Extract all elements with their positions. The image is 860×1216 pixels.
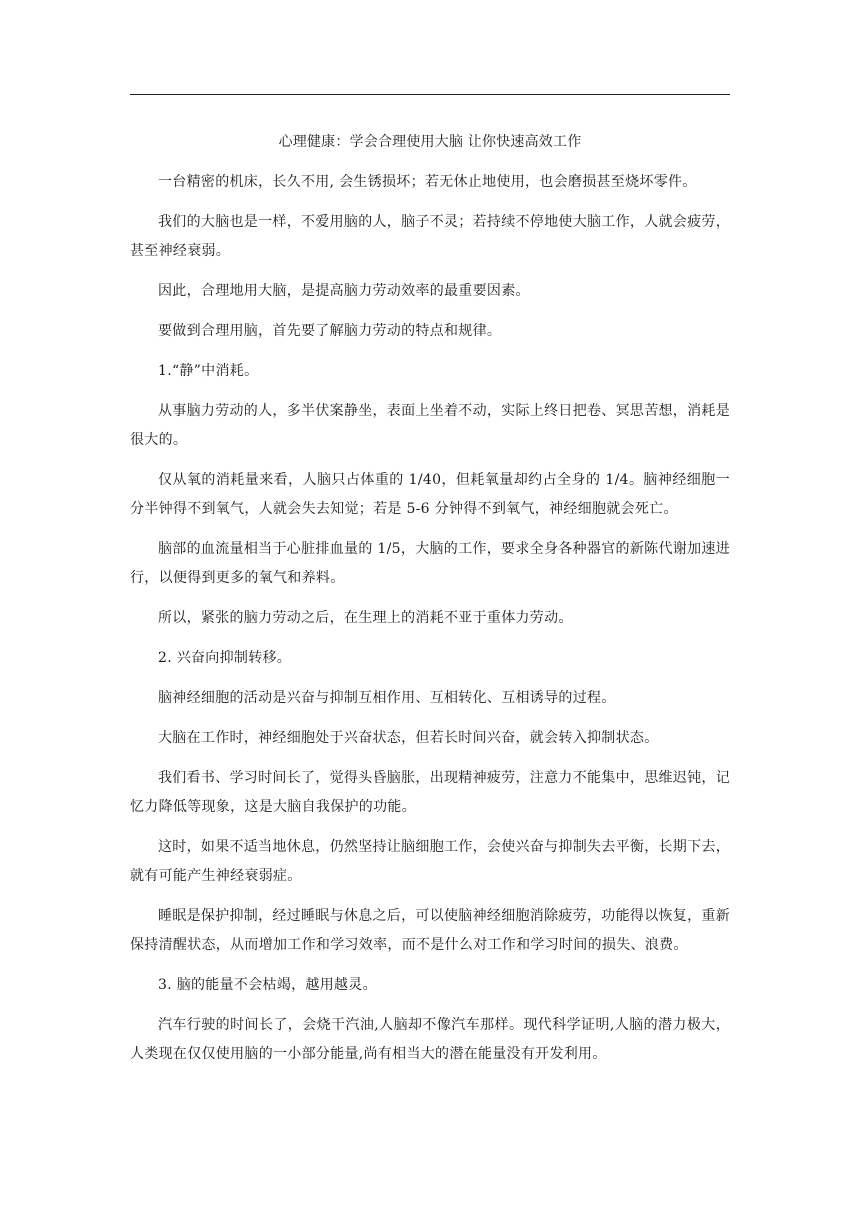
document-body [130, 128, 730, 1080]
section-heading: 3. 脑的能量不会枯竭，越用越灵。 [158, 977, 377, 993]
paragraph: 汽车行驶的时间长了，会烧干汽油,人脑却不像汽车那样。现代科学证明,人脑的潜力极大，人类现在仅仅使用脑的一小部分能量,尚有相当大的潜在能量没有开发利用。 [130, 1017, 730, 1062]
paragraph: 脑神经细胞的活动是兴奋与抑制互相作用、互相转化、互相诱导的过程。 [158, 690, 616, 706]
paragraph: 这时，如果不适当地休息，仍然坚持让脑细胞工作，会使兴奋与抑制失去平衡，长期下去，就有可能产生神经衰弱症。 [130, 839, 730, 884]
paragraph: 因此，合理地用大脑，是提高脑力劳动效率的最重要因素。 [158, 283, 530, 299]
paragraph: 我们的大脑也是一样，不爱用脑的人，脑子不灵；若持续不停地使大脑工作，人就会疲劳，甚至神经衰弱。 [130, 214, 730, 259]
document-title: 心理健康：学会合理使用大脑 让你快速高效工作 [278, 134, 582, 150]
header-rule [130, 94, 730, 95]
section-heading: 2. 兴奋向抑制转移。 [158, 650, 292, 666]
paragraph: 要做到合理用脑，首先要了解脑力劳动的特点和规律。 [158, 323, 502, 339]
paragraph: 大脑在工作时，神经细胞处于兴奋状态，但若长时间兴奋，就会转入抑制状态。 [158, 730, 659, 746]
paragraph: 我们看书、学习时间长了，觉得头昏脑胀，出现精神疲劳，注意力不能集中，思维迟钝，记忆力降低等现象，这是大脑自我保护的功能。 [130, 770, 730, 815]
paragraph: 一台精密的机床，长久不用, 会生锈损坏；若无休止地使用，也会磨损甚至烧坏零件。 [158, 174, 697, 190]
paragraph: 从事脑力劳动的人，多半伏案静坐，表面上坐着不动，实际上终日把卷、冥思苦想，消耗是很大的。 [130, 403, 730, 448]
section-heading: 1.“静”中消耗。 [158, 363, 259, 379]
paragraph: 仅从氧的消耗量来看，人脑只占体重的 1/40，但耗氧量却约占全身的 1/4。脑神经细胞一分半钟得不到氧气，人就会失去知觉；若是 5-6 分钟得不到氧气，神经细胞就会死亡。 [130, 472, 730, 517]
paragraph: 睡眠是保护抑制，经过睡眠与休息之后，可以使脑神经细胞消除疲劳，功能得以恢复，重新保持清醒状态，从而增加工作和学习效率，而不是什么对工作和学习时间的损失、浪费。 [130, 908, 730, 953]
paragraph: 脑部的血流量相当于心脏排血量的 1/5，大脑的工作，要求全身各种器官的新陈代谢加速进行，以便得到更多的氧气和养料。 [130, 541, 730, 586]
paragraph: 所以，紧张的脑力劳动之后，在生理上的消耗不亚于重体力劳动。 [158, 610, 573, 626]
